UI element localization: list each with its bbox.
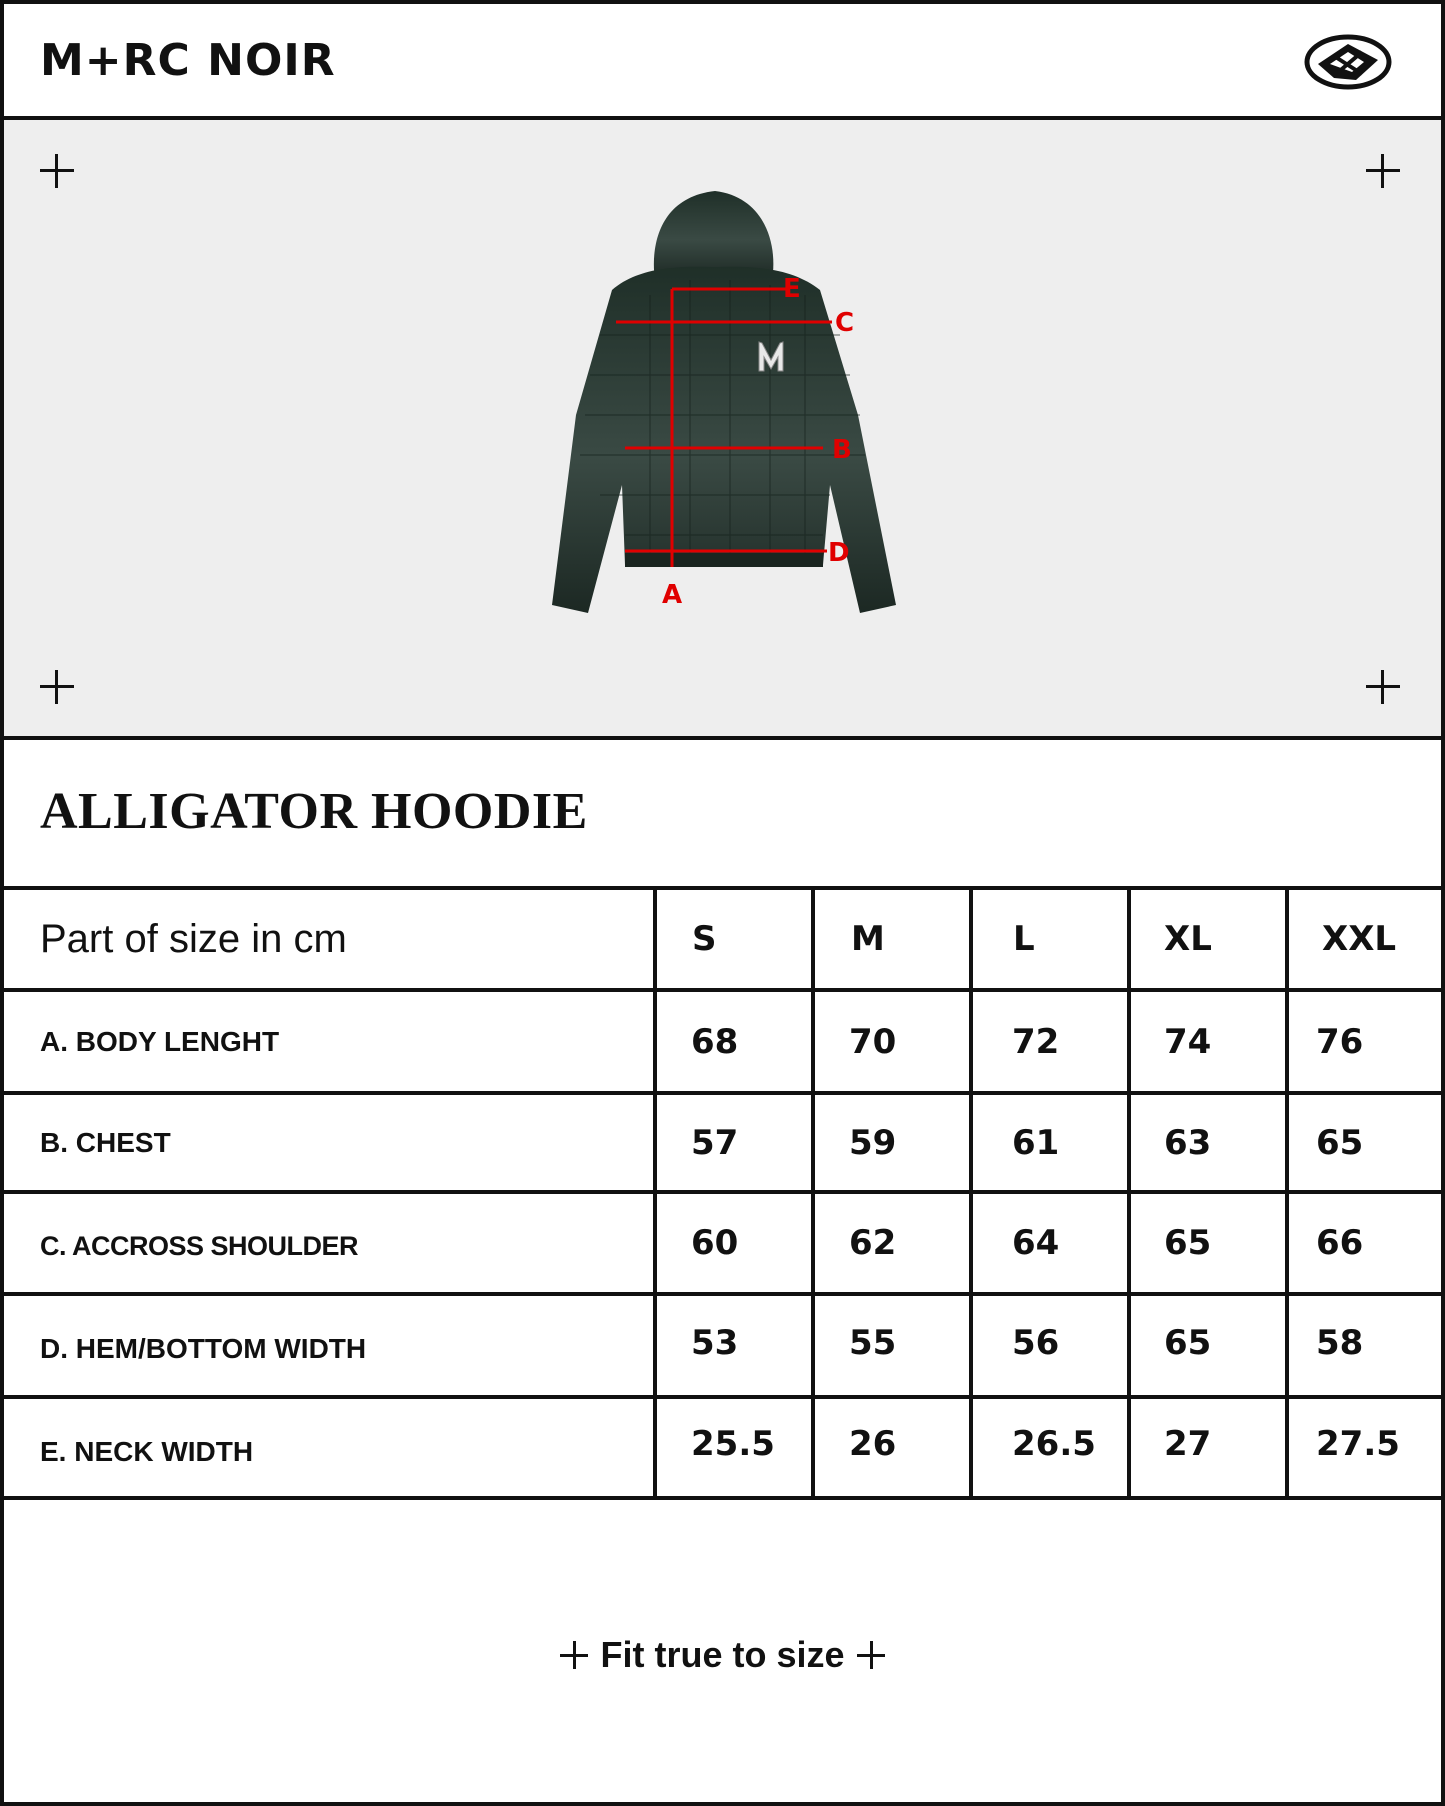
marker-b-label: B: [832, 435, 852, 465]
size-header-l: L: [1013, 919, 1035, 959]
table-col-line: [811, 888, 815, 1500]
table-cell: 58: [1316, 1323, 1364, 1363]
plus-icon: [40, 670, 74, 704]
size-header-m: M: [851, 919, 885, 959]
table-cell: 53: [691, 1323, 739, 1363]
table-cell: 64: [1012, 1223, 1060, 1263]
table-cell: 63: [1164, 1122, 1212, 1163]
marker-a-label: A: [662, 580, 683, 610]
table-header-label: Part of size in cm: [40, 916, 347, 961]
fit-note-text: Fit true to size: [600, 1634, 845, 1675]
brand-circle-logo-icon: [1304, 34, 1392, 90]
table-cell: 25.5: [691, 1424, 775, 1464]
hoodie-measurement-diagram: [540, 185, 910, 625]
table-col-line: [1285, 888, 1289, 1500]
size-header-xxl: XXL: [1322, 919, 1397, 959]
plus-icon: [1366, 154, 1400, 188]
brand-name: M+RC NOIR: [40, 35, 336, 86]
table-cell: 65: [1164, 1223, 1212, 1263]
table-cell: 59: [849, 1122, 897, 1163]
table-col-line: [969, 888, 973, 1500]
plus-icon: [857, 1641, 885, 1669]
table-cell: 26.5: [1012, 1424, 1096, 1464]
table-cell: 68: [691, 1021, 739, 1062]
plus-icon: [560, 1641, 588, 1669]
table-cell: 70: [849, 1021, 897, 1062]
table-cell: 27: [1164, 1424, 1212, 1464]
table-cell: 72: [1012, 1021, 1060, 1062]
table-cell: 65: [1164, 1323, 1212, 1363]
table-cell: 26: [849, 1424, 897, 1464]
table-cell: 76: [1316, 1021, 1364, 1062]
row-label: D. HEM/BOTTOM WIDTH: [40, 1333, 367, 1364]
table-cell: 61: [1012, 1122, 1060, 1163]
plus-icon: [1366, 670, 1400, 704]
marker-c-label: C: [835, 308, 855, 338]
table-cell: 66: [1316, 1223, 1364, 1263]
plus-icon: [40, 154, 74, 188]
marker-d-label: D: [828, 538, 850, 568]
table-cell: 56: [1012, 1323, 1060, 1363]
row-label: B. CHEST: [40, 1126, 171, 1158]
table-cell: 55: [849, 1323, 897, 1363]
size-header-xl: XL: [1164, 919, 1212, 959]
row-label: A. BODY LENGHT: [40, 1025, 280, 1057]
size-header-s: S: [692, 919, 717, 959]
table-cell: 27.5: [1316, 1424, 1400, 1464]
row-label: C. ACCROSS SHOULDER: [40, 1230, 359, 1261]
diagram-divider: [0, 736, 1445, 740]
table-cell: 62: [849, 1223, 897, 1263]
table-col-line: [653, 888, 657, 1500]
fit-note: [0, 1630, 1445, 1680]
row-label: E. NECK WIDTH: [40, 1436, 254, 1467]
table-cell: 57: [691, 1122, 739, 1163]
table-col-line: [1127, 888, 1131, 1500]
marker-e-label: E: [783, 274, 801, 304]
table-cell: 65: [1316, 1122, 1364, 1163]
table-cell: 60: [691, 1223, 739, 1263]
table-cell: 74: [1164, 1021, 1212, 1062]
product-title: ALLIGATOR HOODIE: [40, 783, 588, 840]
